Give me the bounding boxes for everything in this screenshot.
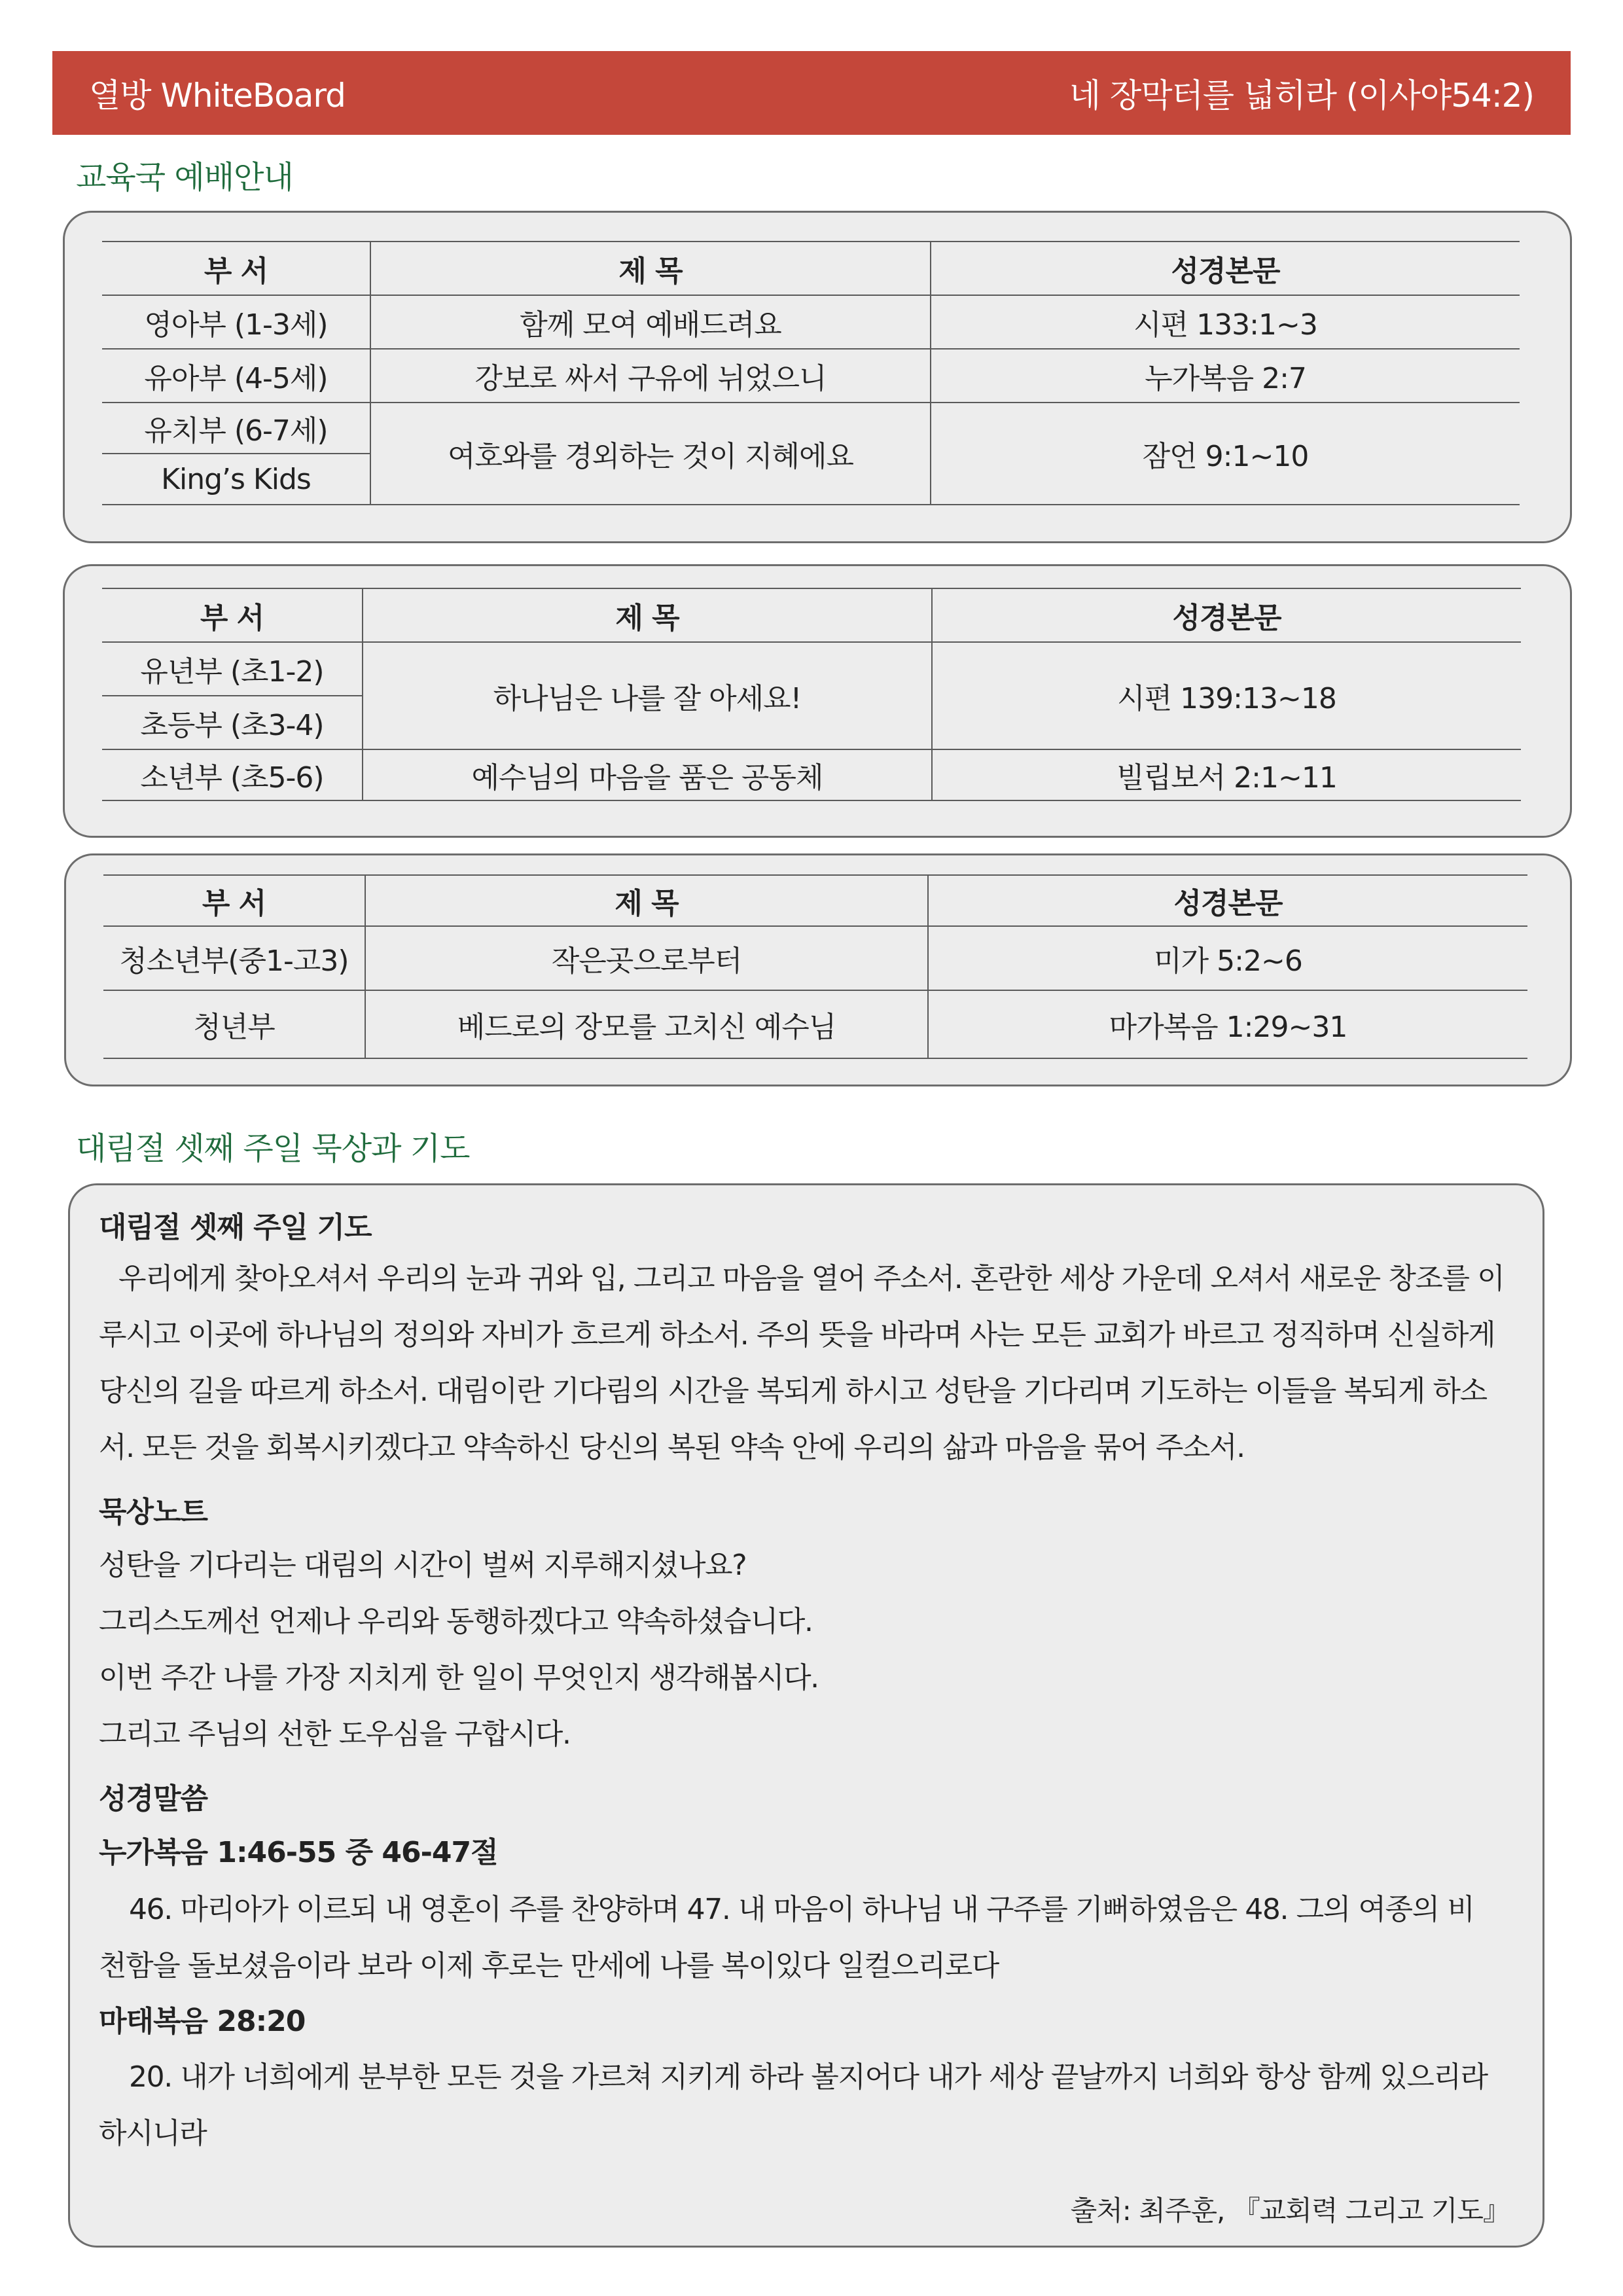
- dept-cell: 청소년부(중1-고3): [103, 926, 365, 990]
- scripture-cell: 미가 5:2~6: [928, 926, 1527, 990]
- dept-cell: King’s Kids: [102, 454, 370, 505]
- dept-cell: 유치부 (6-7세): [102, 403, 370, 454]
- scripture-cell: 누가복음 2:7: [931, 349, 1520, 403]
- column-header-title: 제 목: [370, 242, 931, 295]
- meditation-box: [68, 1183, 1544, 2248]
- header-right-verse: 네 장막터를 넓히라 (이사야54:2): [1069, 77, 1534, 115]
- title-cell: 작은곳으로부터: [365, 926, 928, 990]
- column-header-title: 제 목: [365, 875, 928, 926]
- scripture-line: 천함을 돌보셨음이라 보라 이제 후로는 만세에 나를 복이있다 일컬으리로다: [99, 1949, 999, 1982]
- title-cell: 하나님은 나를 잘 아세요!: [363, 642, 932, 749]
- column-header-dept: 부 서: [102, 242, 370, 295]
- title-cell: 예수님의 마음을 품은 공동체: [363, 749, 932, 800]
- header-bar: [52, 51, 1571, 135]
- table-row: [102, 295, 1520, 349]
- dept-cell: 초등부 (초3-4): [102, 696, 363, 749]
- column-header-dept: 부 서: [102, 588, 363, 642]
- worship-table-3: [103, 874, 1527, 1059]
- meditation-note-heading: 묵상노트: [99, 1496, 208, 1529]
- note-line: 성탄을 기다리는 대림의 시간이 벌써 지루해지셨나요?: [99, 1549, 747, 1582]
- scripture-line: 46. 마리아가 이르되 내 영혼이 주를 찬양하며 47. 내 마음이 하나님 내 구주를 기뻐하였음은 48. 그의 여종의 비: [129, 1893, 1474, 1926]
- prayer-line: 우리에게 찾아오셔서 우리의 눈과 귀와 입, 그리고 마음을 열어 주소서. 혼란한 세상 가운데 오셔서 새로운 창조를 이: [118, 1262, 1505, 1295]
- note-line: 그리스도께선 언제나 우리와 동행하겠다고 약속하셨습니다.: [99, 1605, 813, 1638]
- title-cell: 함께 모여 예배드려요: [370, 295, 931, 349]
- title-cell: 강보로 싸서 구유에 뉘었으니: [370, 349, 931, 403]
- scripture-cell: 시편 139:13~18: [932, 642, 1521, 749]
- scripture-cell: 마가복음 1:29~31: [928, 990, 1527, 1058]
- scripture-cell: 잠언 9:1~10: [931, 403, 1520, 505]
- column-header-text: 성경본문: [932, 588, 1521, 642]
- table-row: [102, 403, 1520, 454]
- dept-cell: 유아부 (4-5세): [102, 349, 370, 403]
- column-header-text: 성경본문: [931, 242, 1520, 295]
- note-line: 이번 주간 나를 가장 지치게 한 일이 무엇인지 생각해봅시다.: [99, 1661, 819, 1695]
- dept-cell: 청년부: [103, 990, 365, 1058]
- scripture-cell: 빌립보서 2:1~11: [932, 749, 1521, 800]
- prayer-line: 루시고 이곳에 하나님의 정의와 자비가 흐르게 하소서. 주의 뜻을 바라며 사는 모든 교회가 바르고 정직하며 신실하게: [99, 1318, 1495, 1352]
- header-left-title: 열방 WhiteBoard: [89, 77, 346, 115]
- title-cell: 베드로의 장모를 고치신 예수님: [365, 990, 928, 1058]
- prayer-line: 당신의 길을 따르게 하소서. 대림이란 기다림의 시간을 복되게 하시고 성탄을 기다리며 기도하는 이들을 복되게 하소: [99, 1374, 1487, 1408]
- table-row: [102, 749, 1521, 800]
- scripture-ref: 누가복음 1:46-55 중 46-47절: [99, 1836, 498, 1869]
- source-citation: 출처: 최주훈, 『교회력 그리고 기도』: [1070, 2195, 1510, 2227]
- section-title-worship: 교육국 예배안내: [76, 159, 293, 196]
- scripture-line: 하시니라: [99, 2117, 207, 2150]
- worship-table-1: [102, 241, 1520, 505]
- prayer-heading: 대림절 셋째 주일 기도: [99, 1211, 372, 1244]
- section-title-meditation: 대림절 셋째 주일 묵상과 기도: [76, 1130, 470, 1167]
- dept-cell: 소년부 (초5-6): [102, 749, 363, 800]
- column-header-text: 성경본문: [928, 875, 1527, 926]
- column-header-title: 제 목: [363, 588, 932, 642]
- dept-cell: 유년부 (초1-2): [102, 642, 363, 696]
- table-row: [102, 349, 1520, 403]
- prayer-line: 서. 모든 것을 회복시키겠다고 약속하신 당신의 복된 약속 안에 우리의 삶과 마음을 묶어 주소서.: [99, 1431, 1245, 1464]
- scripture-ref: 마태복음 28:20: [99, 2005, 306, 2038]
- worship-table-2: [102, 588, 1521, 801]
- note-line: 그리고 주님의 선한 도우심을 구합시다.: [99, 1717, 571, 1751]
- scripture-heading: 성경말씀: [99, 1782, 208, 1816]
- table-row: [102, 642, 1521, 696]
- scripture-cell: 시편 133:1~3: [931, 295, 1520, 349]
- table-row: [103, 990, 1527, 1058]
- column-header-dept: 부 서: [103, 875, 365, 926]
- table-row: [103, 926, 1527, 990]
- title-cell: 여호와를 경외하는 것이 지혜에요: [370, 403, 931, 505]
- dept-cell: 영아부 (1-3세): [102, 295, 370, 349]
- scripture-line: 20. 내가 너희에게 분부한 모든 것을 가르쳐 지키게 하라 볼지어다 내가 세상 끝날까지 너희와 항상 함께 있으리라: [129, 2060, 1488, 2094]
